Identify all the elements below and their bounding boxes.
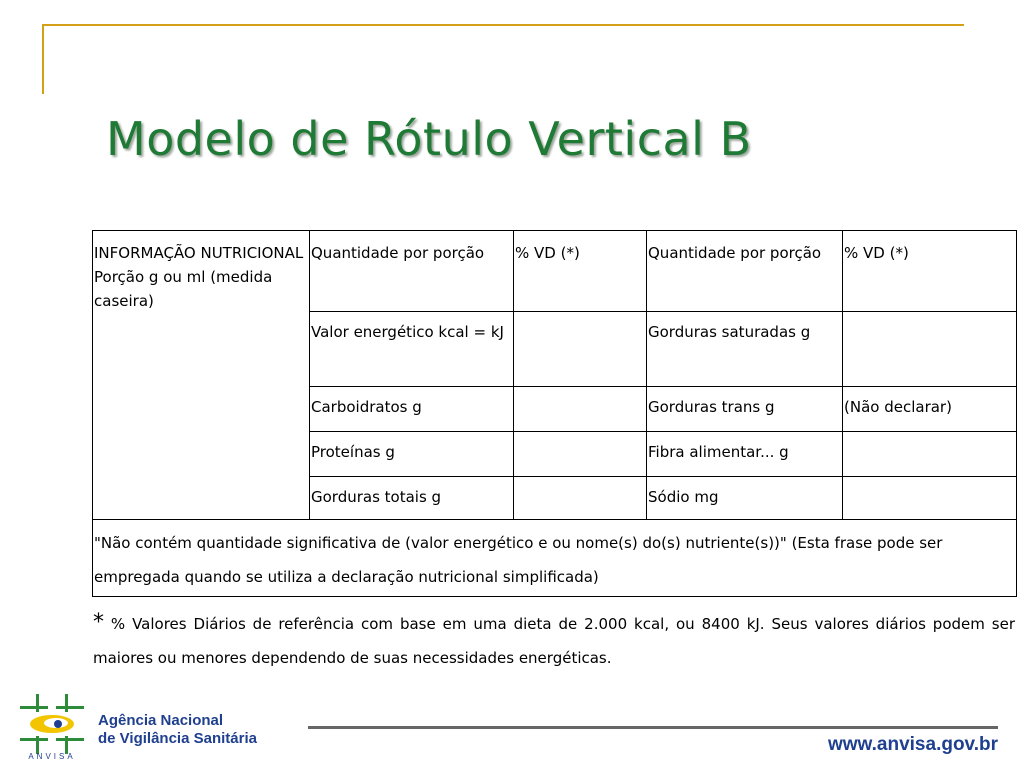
- logo-wordmark: ANVISA: [28, 752, 76, 761]
- nutrient-right-vd: [843, 432, 1017, 477]
- agency-name: [98, 712, 257, 748]
- info-cell: INFORMAÇÃO NUTRICIONAL Porção g ou ml (medida caseira): [93, 231, 310, 520]
- header-vd-left: % VD (*): [514, 231, 647, 312]
- nutrient-left-vd: [514, 432, 647, 477]
- footnote: [93, 606, 1015, 675]
- slide-title: Modelo de Rótulo Vertical B: [106, 112, 752, 166]
- decorative-frame-top: [42, 24, 964, 26]
- nutrient-right: Fibra alimentar... g: [647, 432, 843, 477]
- website-link[interactable]: www.anvisa.gov.br: [828, 734, 998, 755]
- nutrient-right: Gorduras saturadas g: [647, 312, 843, 387]
- table-row: [93, 520, 1017, 597]
- nutrient-left-vd: [514, 312, 647, 387]
- footnote-text: % Valores Diários de referência com base em uma dieta de 2.000 kcal, ou 8400 kJ. Seus valores diários podem ser maiores ou menores dependendo de suas necessidades energéticas.: [93, 615, 1015, 667]
- nutrient-left-vd: [514, 387, 647, 432]
- simplified-declaration-note: "Não contém quantidade significativa de (valor energético e ou nome(s) do(s) nutriente(s))" (Esta frase pode ser empregada quando se utiliza a declaração nutricional simplificada): [93, 520, 1017, 597]
- agency-name-line1: Agência Nacional: [98, 712, 224, 729]
- table-row: [93, 231, 1017, 312]
- nutrient-right: Gorduras trans g: [647, 387, 843, 432]
- header-qty-right: Quantidade por porção: [647, 231, 843, 312]
- nutrition-label-table: [92, 230, 1017, 597]
- nutrient-right-vd: [843, 312, 1017, 387]
- nutrient-right-vd: [843, 477, 1017, 520]
- header-qty-left: Quantidade por porção: [310, 231, 514, 312]
- nutrient-left: Gorduras totais g: [310, 477, 514, 520]
- anvisa-logo: [12, 692, 92, 764]
- agency-name-line2: de Vigilância Sanitária: [98, 730, 257, 747]
- footnote-star: *: [93, 610, 104, 635]
- decorative-frame-left: [42, 24, 44, 94]
- nutrient-left-vd: [514, 477, 647, 520]
- header-vd-right: % VD (*): [843, 231, 1017, 312]
- nutrient-left: Valor energético kcal = kJ: [310, 312, 514, 387]
- nutrient-right-vd: (Não declarar): [843, 387, 1017, 432]
- footer-divider: [308, 726, 998, 729]
- nutrient-left: Carboidratos g: [310, 387, 514, 432]
- nutrient-right: Sódio mg: [647, 477, 843, 520]
- nutrient-left: Proteínas g: [310, 432, 514, 477]
